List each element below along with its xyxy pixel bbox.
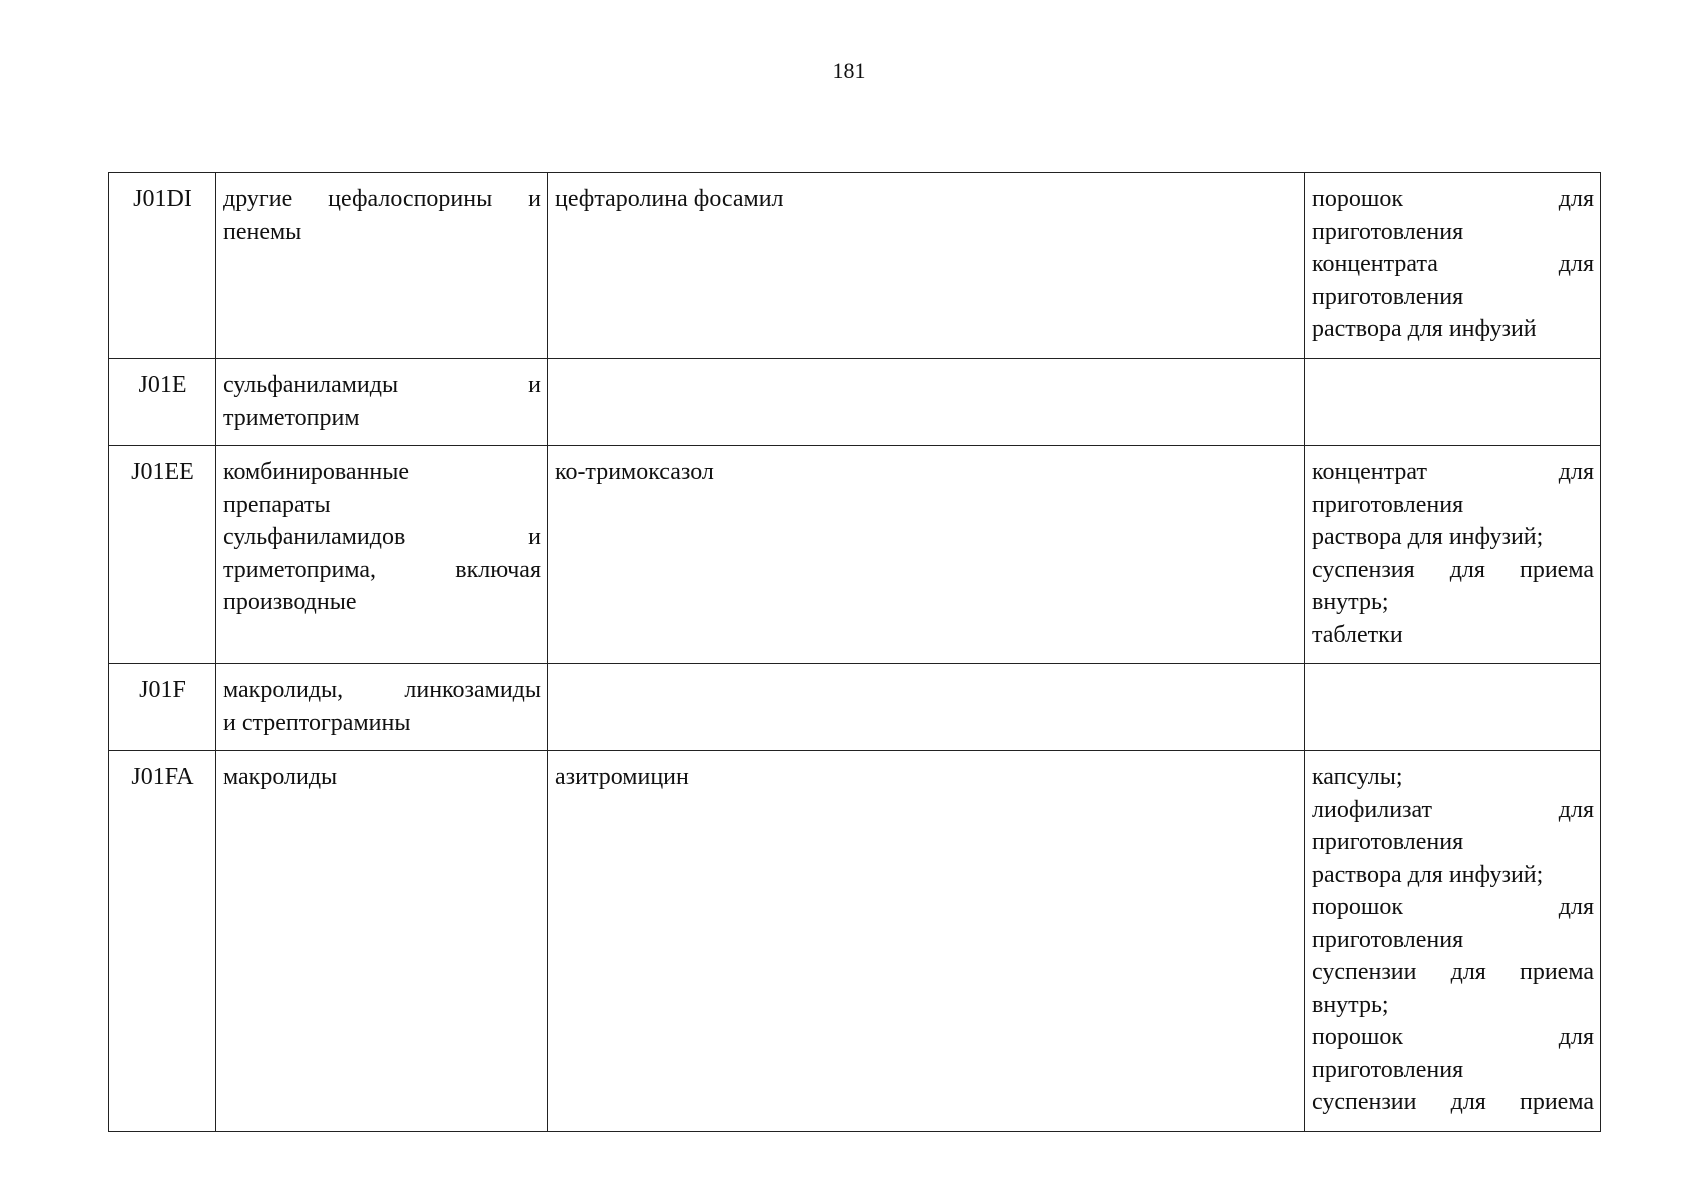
form-line: лиофилизат для <box>1312 796 1594 823</box>
group-cell <box>216 446 548 664</box>
table-row <box>109 446 1601 664</box>
table-row <box>109 173 1601 359</box>
form-line: порошок для <box>1312 1024 1594 1050</box>
form-line: раствора для инфузий; <box>1312 524 1544 550</box>
form-line: порошок для <box>1312 186 1594 212</box>
drug-cell: ко-тримоксазол <box>548 446 1305 664</box>
table-row <box>109 359 1601 446</box>
form-line: суспензии для приема <box>1312 1089 1594 1115</box>
drug-table <box>108 172 1601 1132</box>
form-line: приготовления <box>1312 491 1464 518</box>
atc-code-cell: J01E <box>109 359 216 446</box>
form-line: порошок для <box>1312 894 1594 920</box>
form-line: приготовления <box>1312 1056 1464 1083</box>
group-cell <box>216 664 548 751</box>
form-line: раствора для инфузий <box>1312 316 1537 342</box>
group-line: сульфаниламидов и <box>223 524 541 550</box>
group-line: сульфаниламиды и <box>223 372 541 398</box>
group-line: макролиды, линкозамиды <box>223 677 541 703</box>
form-line: концентрата для <box>1312 251 1594 277</box>
drug-cell: азитромицин <box>548 751 1305 1132</box>
group-cell <box>216 359 548 446</box>
group-cell <box>216 173 548 359</box>
dosage-form-cell <box>1305 664 1601 751</box>
dosage-form-cell <box>1305 751 1601 1132</box>
group-line: триметоприма, включая <box>223 556 541 583</box>
atc-code-cell: J01DI <box>109 173 216 359</box>
form-line: раствора для инфузий; <box>1312 861 1544 888</box>
form-line: приготовления <box>1312 926 1464 953</box>
group-line: пенемы <box>223 218 302 245</box>
group-line: макролиды <box>223 764 338 790</box>
drug-cell: цефтаролина фосамил <box>548 173 1305 359</box>
form-line: приготовления <box>1312 218 1464 245</box>
drug-cell <box>548 359 1305 446</box>
form-line: суспензия для приема <box>1312 556 1594 583</box>
table-row <box>109 664 1601 751</box>
form-line: приготовления <box>1312 829 1464 855</box>
atc-code-cell: J01FA <box>109 751 216 1132</box>
form-line: таблетки <box>1312 621 1403 648</box>
form-line: внутрь; <box>1312 589 1389 615</box>
form-line: капсулы; <box>1312 764 1403 790</box>
group-line: и стрептограмины <box>223 709 411 736</box>
form-line: внутрь; <box>1312 991 1389 1018</box>
atc-code-cell: J01EE <box>109 446 216 664</box>
group-cell <box>216 751 548 1132</box>
form-line: суспензии для приема <box>1312 959 1594 985</box>
group-line: производные <box>223 589 357 615</box>
form-line: концентрат для <box>1312 459 1594 485</box>
dosage-form-cell <box>1305 359 1601 446</box>
group-line: комбинированные <box>223 459 410 485</box>
drug-cell <box>548 664 1305 751</box>
page-number: 181 <box>832 58 866 83</box>
group-line: триметоприм <box>223 404 360 431</box>
group-line: другие цефалоспорины и <box>223 186 541 212</box>
form-line: приготовления <box>1312 283 1464 310</box>
dosage-form-cell <box>1305 173 1601 359</box>
dosage-form-cell <box>1305 446 1601 664</box>
group-line: препараты <box>223 491 331 518</box>
table-row <box>109 751 1601 1132</box>
atc-code-cell: J01F <box>109 664 216 751</box>
